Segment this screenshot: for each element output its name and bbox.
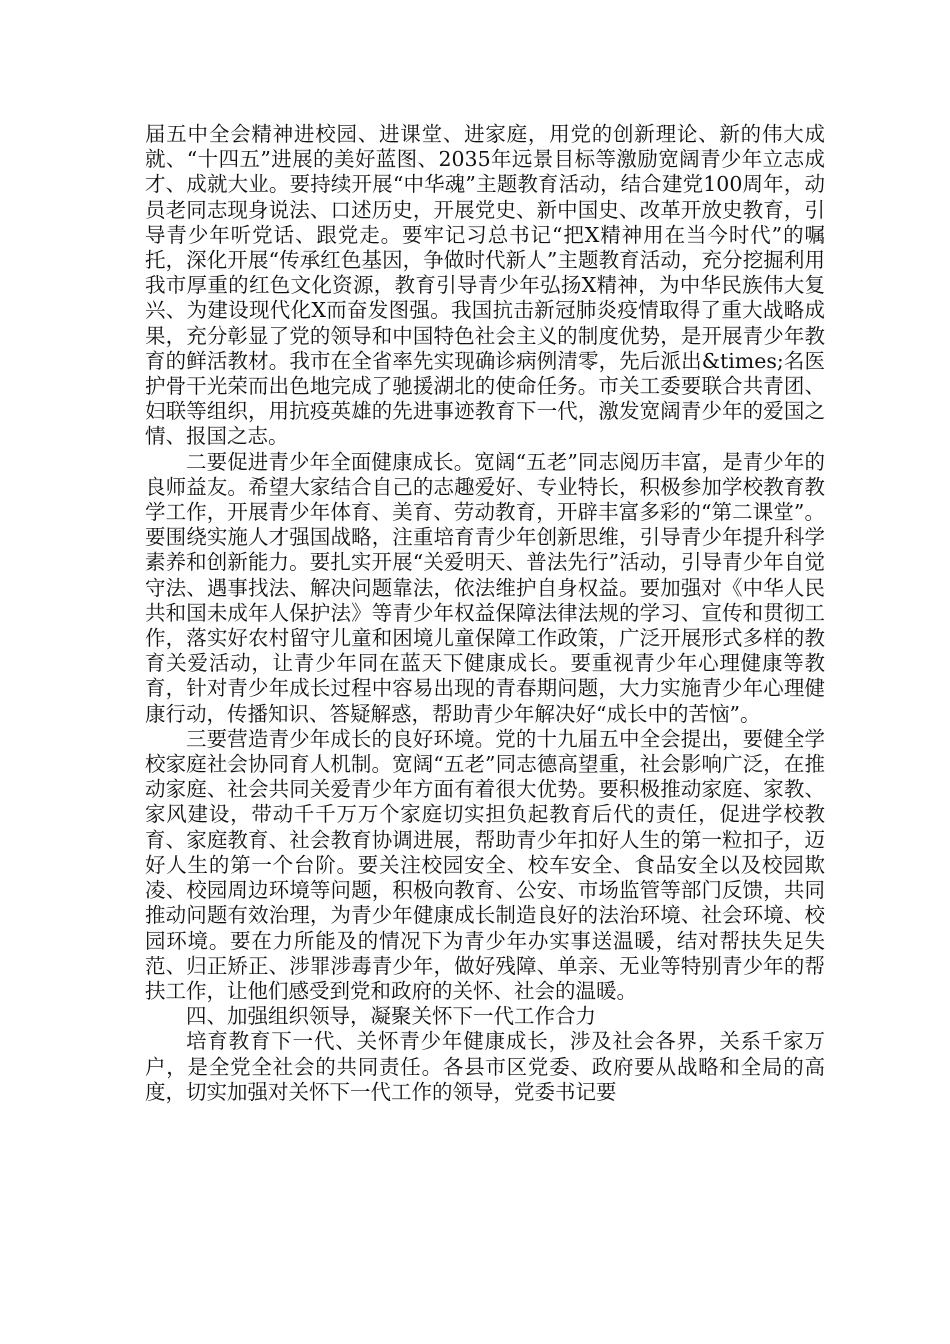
document-body [145,122,825,1105]
paragraph-2: 二要促进青少年全面健康成长。宽阔“五老”同志阅历丰富，是青少年的良师益友。希望大家结合自己的志趣爱好、专业特长，积极参加学校教育教学工作，开展青少年体育、美育、劳动教育，开辟丰富多彩的“第二课堂”。要围绕实施人才强国战略，注重培育青少年创新思维，引导青少年提升科学素养和创新能力。要扎实开展“关爱明天、普法先行”活动，引导青少年自觉守法、遇事找法、解决问题靠法，依法维护自身权益。要加强对《中华人民共和国未成年人保护法》等青少年权益保障法律法规的学习、宣传和贯彻工作，落实好农村留守儿童和困境儿童保障工作政策，广泛开展形式多样的教育关爱活动，让青少年同在蓝天下健康成长。要重视青少年心理健康等教育，针对青少年成长过程中容易出现的青春期问题，大力实施青少年心理健康行动，传播知识、答疑解惑，帮助青少年解决好“成长中的苦恼”。 [145,449,825,726]
paragraph-5: 培育教育下一代、关怀青少年健康成长，涉及社会各界，关系千家万户，是全党全社会的共同责任。各县市区党委、政府要从战略和全局的高度，切实加强对关怀下一代工作的领导，党委书记要 [145,1029,825,1104]
paragraph-1: 届五中全会精神进校园、进课堂、进家庭，用党的创新理论、新的伟大成就、“十四五”进展的美好蓝图、2035年远景目标等激励宽阔青少年立志成才、成就大业。要持续开展“中华魂”主题教育活动，结合建党100周年，动员老同志现身说法、口述历史，开展党史、新中国史、改革开放史教育，引导青少年听党话、跟党走。要牢记习总书记“把X精神用在当今时代”的嘱托，深化开展“传承红色基因，争做时代新人”主题教育活动，充分挖掘利用我市厚重的红色文化资源，教育引导青少年弘扬X精神，为中华民族伟大复兴、为建设现代化X而奋发图强。我国抗击新冠肺炎疫情取得了重大战略成果，充分彰显了党的领导和中国特色社会主义的制度优势，是开展青少年教育的鲜活教材。我市在全省率先实现确诊病例清零，先后派出&times;名医护骨干光荣而出色地完成了驰援湖北的使命任务。市关工委要联合共青团、妇联等组织，用抗疫英雄的先进事迹教育下一代，激发宽阔青少年的爱国之情、报国之志。 [145,122,825,449]
section-heading-4: 四、加强组织领导，凝聚关怀下一代工作合力 [186,1004,596,1029]
paragraph-3: 三要营造青少年成长的良好环境。党的十九届五中全会提出，要健全学校家庭社会协同育人机制。宽阔“五老”同志德高望重，社会影响广泛，在推动家庭、社会共同关爱青少年方面有着很大优势。要积极推动家庭、家教、家风建设，带动千千万万个家庭切实担负起教育后代的责任，促进学校教育、家庭教育、社会教育协调进展，帮助青少年扣好人生的第一粒扣子，迈好人生的第一个台阶。要关注校园安全、校车安全、食品安全以及校园欺凌、校园周边环境等问题，积极向教育、公安、市场监管等部门反馈，共同推动问题有效治理，为青少年健康成长制造良好的法治环境、社会环境、校园环境。要在力所能及的情况下为青少年办实事送温暖，结对帮扶失足失范、归正矫正、涉罪涉毒青少年，做好残障、单亲、无业等特别青少年的帮扶工作，让他们感受到党和政府的关怀、社会的温暖。 [145,726,825,1003]
